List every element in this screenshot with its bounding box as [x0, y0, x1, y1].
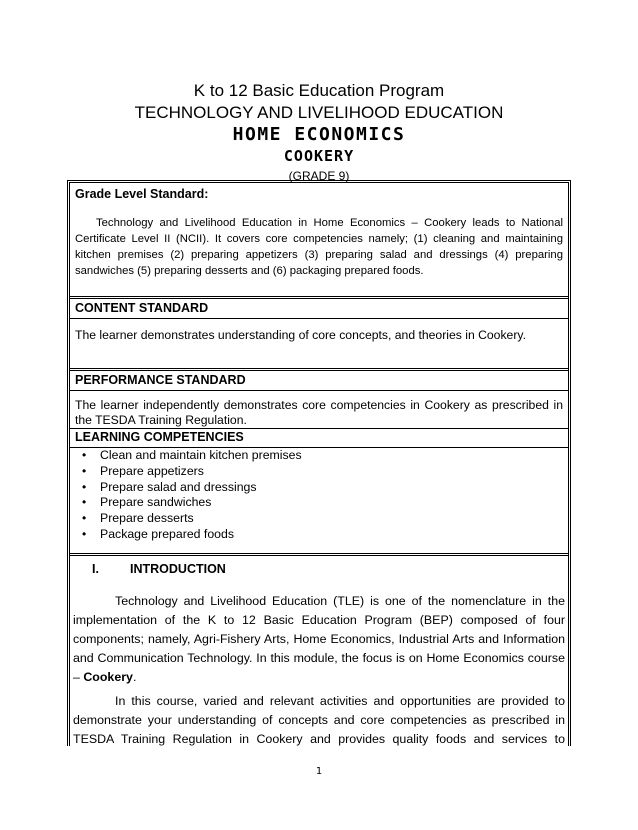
- grade-level-standard-text: Technology and Livelihood Education in Home Economics – Cookery leads to National Certificate Level II (NCII). It covers core competencies namely; (1) cleaning and maintaining kitchen premises (2) preparing appetizers (3) preparing salad and dressings (4) preparing sandwiches (5) preparing desserts and (6) packaging prepared foods.: [75, 217, 563, 277]
- course-name-bold: Cookery: [83, 670, 133, 684]
- learning-competencies-label: LEARNING COMPETENCIES: [75, 430, 244, 444]
- introduction-number: I.: [92, 562, 99, 576]
- program-title: K to 12 Basic Education Program: [193, 81, 445, 100]
- performance-standard-section: [70, 368, 568, 434]
- content-standard-section: [70, 296, 568, 368]
- content-standard-text: The learner demonstrates understanding of core concepts, and theories in Cookery.: [75, 328, 526, 342]
- grade-label: (GRADE 9): [288, 169, 350, 183]
- grade-level-standard-section: [70, 183, 568, 296]
- performance-standard-label: PERFORMANCE STANDARD: [75, 373, 246, 387]
- learning-competencies-list: [70, 447, 568, 543]
- page-number: 1: [315, 766, 323, 777]
- subject-title: TECHNOLOGY AND LIVELIHOOD EDUCATION: [134, 103, 504, 122]
- list-item: • Prepare sandwiches: [75, 495, 568, 511]
- curriculum-table: [67, 180, 571, 746]
- grade-level-standard-label: Grade Level Standard:: [75, 187, 209, 201]
- list-item: • Prepare appetizers: [75, 464, 568, 480]
- performance-standard-text: The learner independently demonstrates core competencies in Cookery as prescribed in the TESDA Training Regulation.: [75, 398, 563, 427]
- list-item: • Prepare desserts: [75, 511, 568, 527]
- content-standard-label: CONTENT STANDARD: [75, 301, 209, 315]
- list-item: • Prepare salad and dressings: [75, 480, 568, 496]
- strand-title: HOME ECONOMICS: [232, 124, 406, 145]
- introduction-title: INTRODUCTION: [130, 562, 226, 576]
- introduction-paragraph-1: Technology and Livelihood Education (TLE) is one of the nomenclature in the implementation of the K to 12 Basic Education Program (BEP) composed of four components; namely, Agri-Fishery Arts, Home Economics, Industrial Arts and Information and Communication Technology. In this module, the focus is on Home Economics course – Cookery.: [73, 594, 565, 684]
- introduction-paragraph-2: In this course, varied and relevant activities and opportunities are provided to demonstrate your understanding of concepts and core competencies as prescribed in TESDA Training Regulation in Cookery and provides quality foods and services to: [73, 694, 565, 746]
- list-item: • Clean and maintain kitchen premises: [75, 448, 568, 464]
- list-item: • Package prepared foods: [75, 527, 568, 543]
- learning-competencies-section: [70, 428, 568, 555]
- course-title: COOKERY: [283, 147, 355, 165]
- introduction-section: [70, 553, 568, 746]
